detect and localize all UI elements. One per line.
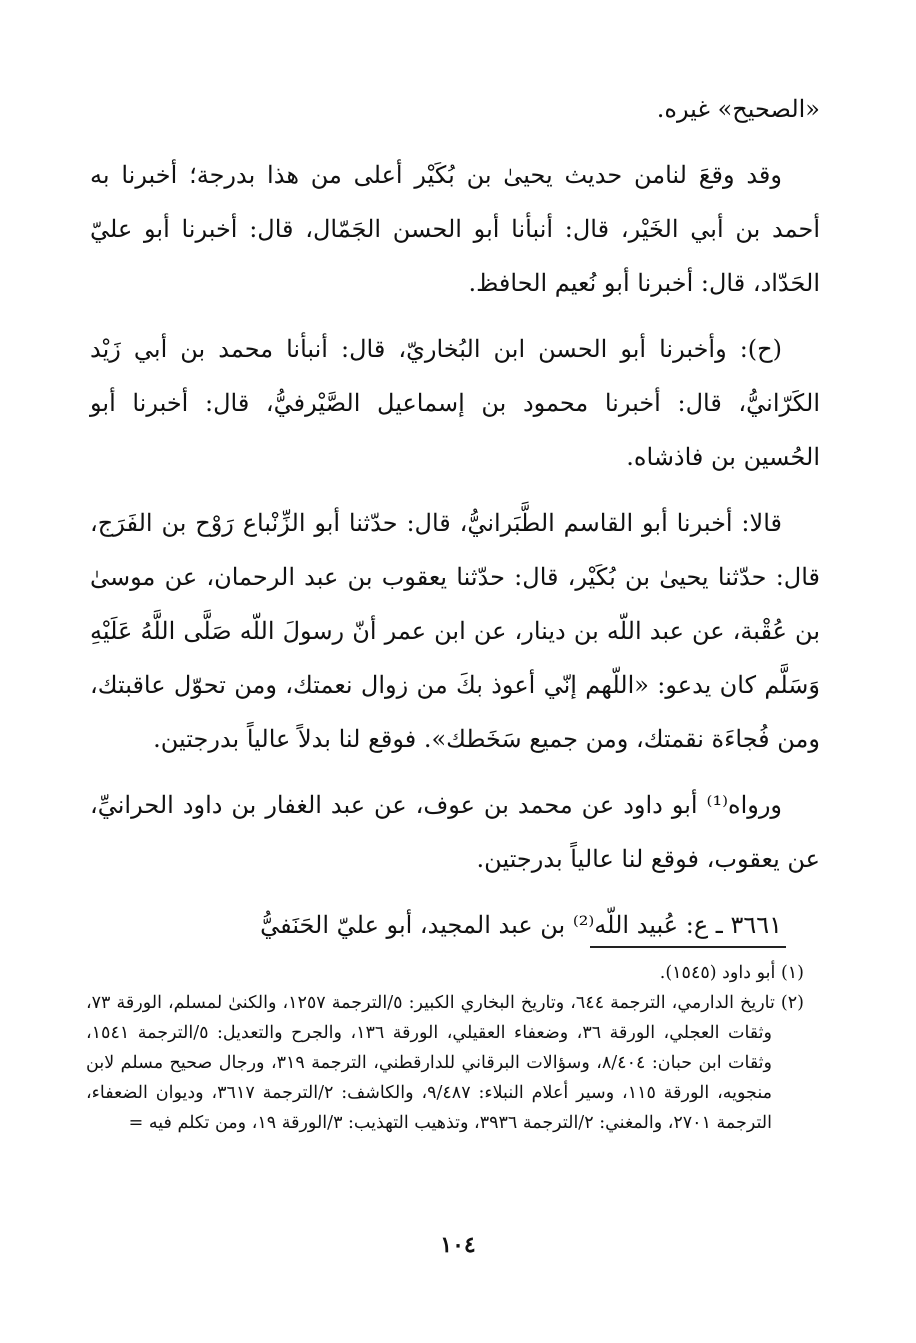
footnote-2: (٢) تاريخ الدارمي، الترجمة ٦٤٤، وتاريخ البخاري الكبير: ٥/الترجمة ١٢٥٧، والكنىٰ لمسلم، الورقة ٧٣، وثقات العجلي، الورقة ٣٦، وضعفاء العقيلي، الورقة ١٣٦، والجرح والتعديل: ٥/الترجمة ١٥٤١، وثقات ابن حبان: ٨/٤٠٤، وسؤالات البرقاني للدارقطني، الترجمة ٣١٩، ورجال صحيح مسلم لابن منجويه، الورقة ١١٥، وسير أعلام النبلاء: ٩/٤٨٧، والكاشف: ٢/الترجمة ٣٦١٧، وديوان الضعفاء، الترجمة ٢٧٠١، والمغني: ٢/الترجمة ٣٩٣٦، وتذهيب التهذيب: ٣/الورقة ١٩، ومن تكلم فيه = xyxy=(86,993,804,1133)
main-text xyxy=(90,82,820,952)
paragraph-chain-1: وقد وقعَ لنامن حديث يحيىٰ بن بُكَيْر أعلى من هذا بدرجة؛ أخبرنا به أحمد بن أبي الخَيْر، قال: أنبأنا أبو الحسن الجَمّال، قال: أخبرنا أبو عليّ الحَدّاد، قال: أخبرنا أبو نُعيم الحافظ. xyxy=(90,161,820,297)
paragraph-continuation: «الصحيح» غيره. xyxy=(656,95,820,123)
footnotes xyxy=(86,958,804,1138)
footnote-1: (١) أبو داود (١٥٤٥). xyxy=(659,963,804,983)
paragraph-hadith: قالا: أخبرنا أبو القاسم الطَّبَرانيُّ، قال: حدّثنا أبو الزِّنْباع رَوْح بن الفَرَج، قال: حدّثنا يحيىٰ بن بُكَيْر، قال: حدّثنا يعقوب بن عبد الرحمان، عن موسىٰ بن عُقْبة، عن عبد اللّه بن دينار، عن ابن عمر أنّ رسولَ اللّه صَلَّى اللَّهُ عَلَيْهِ وَسَلَّم كان يدعو: «اللّهم إنّي أعوذ بكَ من زوال نعمتك، ومن تحوّل عاقبتك، ومن فُجاءَة نقمتك، ومن جميع سَخَطك». فوقع لنا بدلاً عالياً بدرجتين. xyxy=(90,509,820,753)
page-number: ١٠٤ xyxy=(440,1232,476,1258)
entry-heading: ٣٦٦١ ـ ع: عُبيد اللّه⁽²⁾ بن عبد المجيد، أبو عليّ الحَنَفيُّ xyxy=(260,911,782,939)
paragraph-narration: ورواه⁽¹⁾ أبو داود عن محمد بن عوف، عن عبد الغفار بن داود الحرانيِّ، عن يعقوب، فوقع لنا عالياً بدرجتين. xyxy=(90,791,820,873)
footnote-separator xyxy=(590,946,786,948)
paragraph-chain-2: (ح): وأخبرنا أبو الحسن ابن البُخاريّ، قال: أنبأنا محمد بن أبي زَيْد الكَرّانيُّ، قال: أخبرنا محمود بن إسماعيل الصَّيْرفيُّ، قال: أخبرنا أبو الحُسين بن فاذشاه. xyxy=(90,335,820,471)
